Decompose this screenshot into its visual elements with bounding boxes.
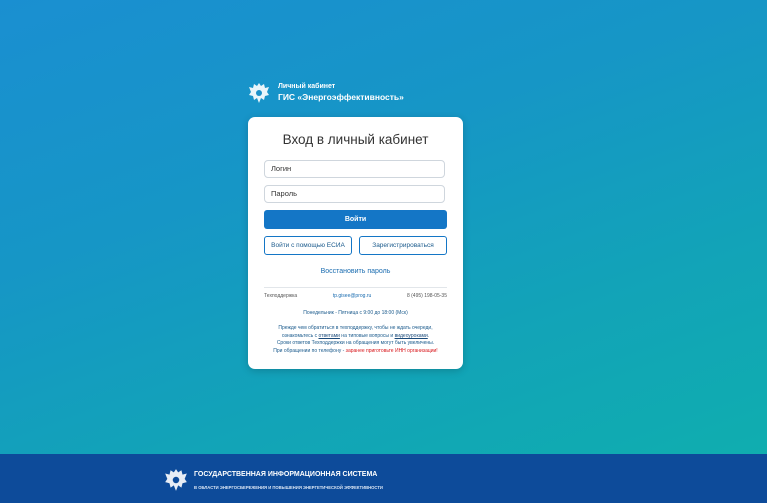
support-label: Техподдержка [264, 293, 298, 299]
note-line-3: Сроки ответов Техподдержки на обращения могут быть увеличены. [276, 340, 435, 347]
login-input[interactable]: Логин [264, 160, 445, 178]
register-button[interactable]: Зарегистрироваться [359, 236, 447, 255]
note-text: . [427, 332, 430, 339]
header-subtitle: Личный кабинет [278, 83, 336, 90]
footer-emblem-icon [164, 467, 188, 493]
emblem-icon [248, 81, 270, 105]
support-email-link[interactable]: tp.gisee@prog.ru [332, 293, 372, 299]
support-phone: 8 (495) 198-05-35 [406, 293, 447, 299]
footer [0, 454, 767, 503]
note-text: При обращении по телефону - [273, 347, 346, 354]
support-hours: Понедельник - Пятница с 9:00 до 18:00 (Мск) [303, 310, 408, 316]
note-line-2 [260, 333, 451, 341]
note-line-1: Прежде чем обратиться в техподдержку, чтобы не ждать очереди, [278, 325, 433, 331]
support-row [264, 293, 447, 299]
note-text: на типовые вопросы и [339, 332, 395, 339]
header-title: ГИС «Энергоэффективность» [278, 92, 404, 102]
footer-title: ГОСУДАРСТВЕННАЯ ИНФОРМАЦИОННАЯ СИСТЕМА [194, 471, 378, 478]
inn-warning: заранее приготовьте ИНН организации! [345, 347, 438, 354]
note-text: ознакомьтесь с [281, 332, 319, 339]
login-heading: Вход в личный кабинет [282, 132, 429, 147]
esia-login-button[interactable]: Войти с помощью ЕСИА [264, 236, 352, 255]
divider [264, 287, 447, 288]
footer-subtitle: В ОБЛАСТИ ЭНЕРГОСБЕРЕЖЕНИЯ И ПОВЫШЕНИЯ ЭНЕРГЕТИЧЕСКОЙ ЭФФЕКТИВНОСТИ [194, 485, 383, 490]
app-header [248, 81, 404, 105]
note-line-4 [260, 348, 451, 356]
answers-link[interactable]: ответами [318, 332, 340, 339]
restore-password-link[interactable]: Восстановить пароль [320, 268, 391, 275]
login-card [248, 117, 463, 369]
password-input[interactable]: Пароль [264, 185, 445, 203]
support-note [260, 325, 451, 355]
login-button[interactable]: Войти [264, 210, 447, 229]
video-lessons-link[interactable]: видеоуроками [394, 332, 428, 339]
